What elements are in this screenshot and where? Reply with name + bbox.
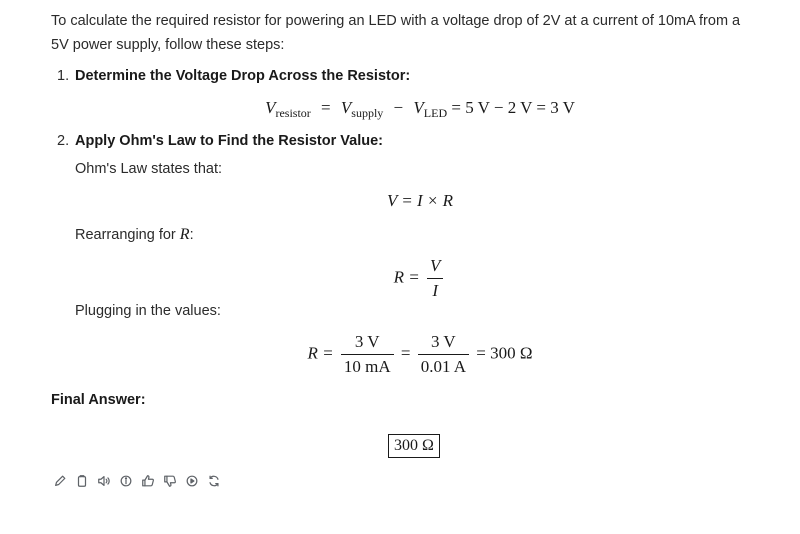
- info-icon[interactable]: [118, 473, 134, 489]
- final-answer-label: Final Answer:: [51, 392, 146, 408]
- regenerate-icon[interactable]: [206, 473, 222, 489]
- ohms-law-equation: V = I × R: [386, 191, 454, 210]
- ohms-law-text: Ohm's Law states that:: [75, 161, 223, 177]
- intro-paragraph: To calculate the required resistor for powering an LED with a voltage drop of 2V at a current of 10mA from a 5V power supply, follow these steps:: [51, 13, 741, 53]
- play-icon[interactable]: [184, 473, 200, 489]
- rearranging-text: Rearranging for R:: [75, 226, 194, 243]
- edit-icon[interactable]: [52, 473, 68, 489]
- copy-icon[interactable]: [74, 473, 90, 489]
- voltage-drop-equation: $V_{resistor} = V_{supply} - V_{LED} = 5$ V − 2 V = 3 V: [265, 98, 575, 120]
- thumbs-up-icon[interactable]: [140, 473, 156, 489]
- message-action-bar: [52, 472, 222, 490]
- resistor-value-equation: R = $\frac{3 V}{10 mA}$ = $\frac{3 V}{0.01 A}$ = 300 Ω: [307, 332, 533, 376]
- final-answer-box: 300 Ω: [388, 434, 440, 458]
- read-aloud-icon[interactable]: [96, 473, 112, 489]
- step-1-title: Determine the Voltage Drop Across the Resistor:: [75, 68, 411, 84]
- plugging-text: Plugging in the values:: [75, 303, 221, 319]
- rearranged-equation: R = $\frac{V}{I}$: [0, 256, 800, 301]
- step-2-number: 2.: [57, 133, 70, 149]
- thumbs-down-icon[interactable]: [162, 473, 178, 489]
- step-1-number: 1.: [57, 68, 70, 84]
- step-2-title: Apply Ohm's Law to Find the Resistor Value:: [75, 133, 383, 149]
